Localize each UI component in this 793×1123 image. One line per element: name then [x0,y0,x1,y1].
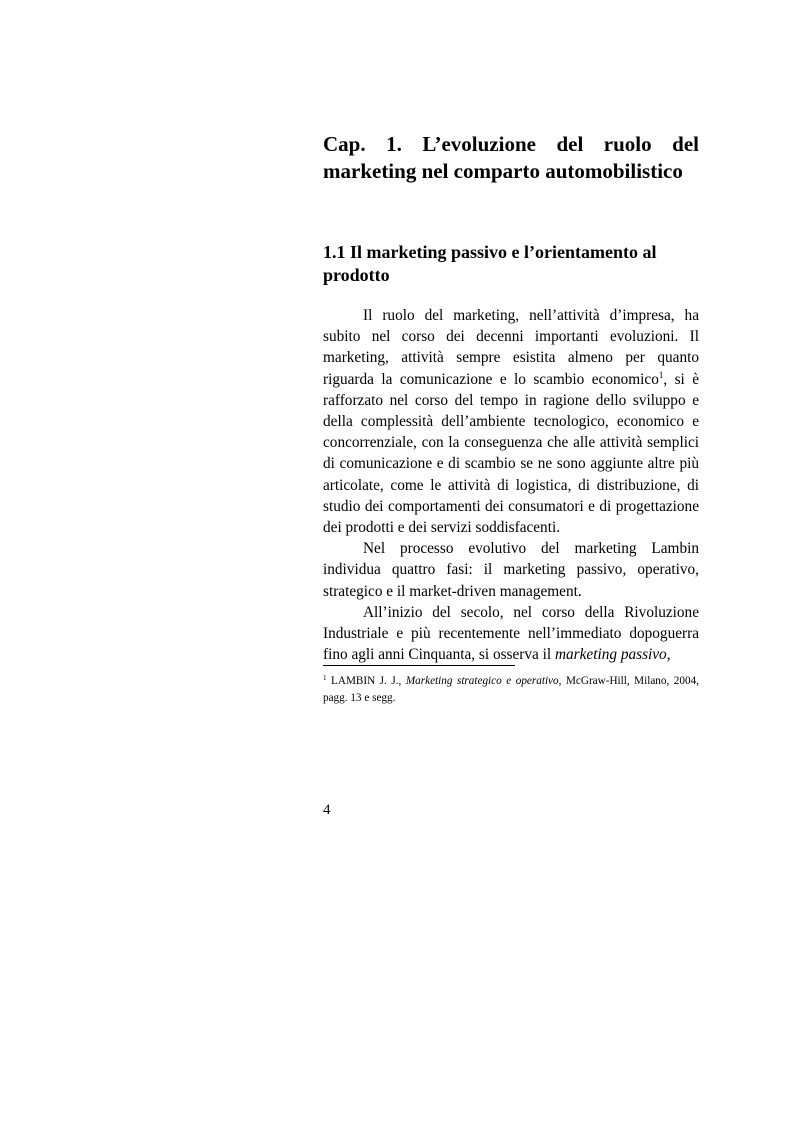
footnote-number: 1 [323,674,327,682]
paragraph-3 [323,602,699,666]
footnote-divider [323,665,515,666]
footnote [323,673,699,706]
footnote-reference: 1 [658,369,664,380]
body-text [323,305,699,665]
footnote-author: LAMBIN J. J., [326,675,406,687]
footnote-book-title: Marketing strategico e operativo, [405,675,562,687]
paragraph-3-emphasis: marketing passivo, [554,646,671,664]
paragraph-3-text: All’inizio del secolo, nel corso della Rivoluzione Industriale e più recentemente nell’immediato dopoguerra fino agli anni Cinquanta, si osserva il [323,603,699,664]
paragraph-1 [323,305,699,538]
paragraph-1-text-b: , si è rafforzato nel corso del tempo in ragione dello sviluppo e della complessità dell’ambiente tecnologico, economico e concorrenziale, con la conseguenza che alle attività semplici di comunicazione e di scambio se ne sono aggiunte altre più articolate, come le attività di logistica, di distribuzione, di studio dei comportamenti dei consumatori e di progettazione dei prodotti e dei servizi soddisfacenti. [323,370,700,537]
page-number: 4 [323,802,331,818]
section-title: 1.1 Il marketing passivo e l’orientamento al prodotto [323,242,657,285]
paragraph-1-text-a: Il ruolo del marketing, nell’attività d’impresa, ha subito nel corso dei decenni importanti evoluzioni. Il marketing, attività sempre esistita almeno per quanto riguarda la comunicazione e lo scambio economico [323,307,699,388]
paragraph-2: Nel processo evolutivo del marketing Lambin individua quattro fasi: il marketing passivo, operativo, strategico e il market-driven management. [323,540,699,600]
chapter-title: Cap. 1. L’evoluzione del ruolo del marketing nel comparto automobilistico [323,132,699,183]
footnote-publisher: McGraw-Hill, Milano, 2004, pagg. 13 e segg. [323,675,699,704]
